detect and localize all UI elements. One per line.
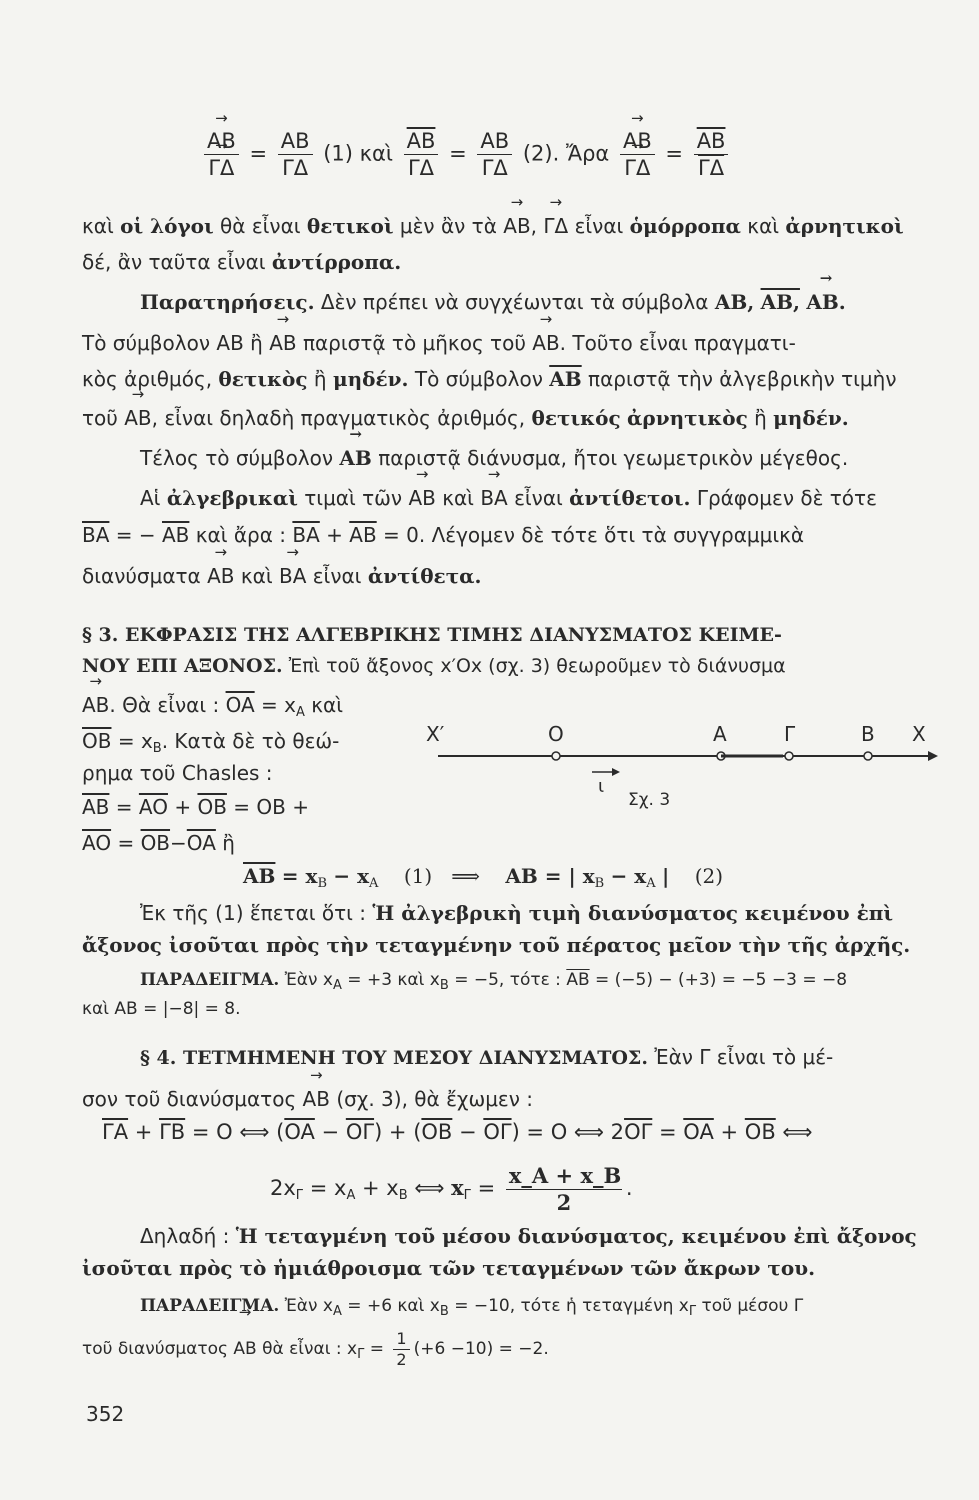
para-line: δέ, ἂν ταῦτα εἶναι ἀντίρροπα.: [82, 250, 402, 274]
para-line: σον τοῦ διανύσματος → AB (σχ. 3), θὰ ἔχωμεν :: [82, 1085, 533, 1113]
fraction: [204, 128, 239, 181]
example-line: ΠΑΡΑΔΕΙΓΜΑ. Ἐὰν $x_A = +3$ καὶ $x_B = -5$, τότε : $\overline{AB} = (-5) - (+3) = -5 -3 = -8$: [140, 970, 848, 993]
top-equation: → AB → ΓΔ = $\frac{AB}{\Gamma\Delta}$ (1) καὶ $\frac{\overline{AB}}{\Gamma\Delta}$ = $\frac{AB}{\Gamma\Delta}$ (2). Ἄρα → AB → ΓΔ = $\frac{\overline{AB}}{\Gamma\Delta}$: [200, 128, 732, 181]
formula-line: $2x_\Gamma = x_A + x_B$ ⟺ $x_\Gamma$ = $\frac{x\_A + x\_B}{2}$ .: [270, 1162, 633, 1215]
para-line: διανύσματα → AB καὶ → BA εἶναι ἀντίθετα.: [82, 562, 482, 590]
fraction: $\frac{x\_A + x\_B}{2}$: [506, 1163, 622, 1216]
label-g: Γ: [784, 722, 796, 746]
para-line: Αἱ ἀλγεβρικαὶ τιμαὶ τῶν → AB καὶ → BA εἶναι ἀντίθετοι. Γράφομεν δὲ τότε: [140, 484, 877, 512]
para-line: καὶ οἱ λόγοι θὰ εἶναι θετικοὶ μὲν ἂν τὰ → AB, → ΓΔ εἶναι ὁμόρροπα καὶ ἀρνητικοὶ: [82, 212, 904, 240]
formula-line: $\overline{\Gamma A} + \overline{\Gamma B} = O$ ⟺ $(\overline{OA} - \overline{O\Gamma}) + (\overline{OB} - \overline{O\Gamma}) = O$ ⟺ $2\overline{O\Gamma} = \overline{OA} + \overline{OB}$ ⟺: [102, 1120, 813, 1144]
section-heading: ΝΟΥ ΕΠΙ ΑΞΟΝΟΣ. Ἐπὶ τοῦ ἄξονος x′Ox (σχ. 3) θεωροῦμεν τὸ διάνυσμα: [82, 655, 786, 677]
para-line: ἄξονος ἰσοῦται πρὸς τὴν τεταγμένην τοῦ πέρατος μεῖον τὴν τῆς ἀρχῆς.: [82, 933, 911, 957]
para-line: Δηλαδή : Ἡ τεταγμένη τοῦ μέσου διανύσματος, κειμένου ἐπὶ ἄξονος: [140, 1224, 917, 1248]
para-line: Τέλος τὸ σύμβολον → AB παριστᾷ διάνυσμα, ἤτοι γεωμετρικὸν μέγεθος.: [140, 444, 848, 472]
label-o: O: [548, 722, 564, 746]
label-a: A: [713, 722, 727, 746]
para-line: Τὸ σύμβολον AB ἢ → AB παριστᾷ τὸ μῆκος τοῦ → AB. Τοῦτο εἶναι πραγματι-: [82, 329, 796, 357]
para-line: ρημα τοῦ Chasles :: [82, 761, 273, 785]
axis-figure: [426, 722, 938, 826]
vector: → AB: [207, 128, 236, 154]
para-line: Παρατηρήσεις. Δὲν πρέπει νὰ συγχέωνται τὰ σύμβολα AB, AB, → AB.: [140, 288, 846, 316]
para-line: $\overline{AO} = \overline{OB}-\overline{OA}$ ἢ: [82, 831, 235, 855]
fraction: → AB → ΓΔ: [620, 128, 655, 181]
para-line: → AB. Θὰ εἶναι : $\overline{OA} = x_A$ καὶ: [82, 691, 343, 727]
para-line: $\overline{BA}$ = − $\overline{AB}$ καὶ ἄρα : $\overline{BA} + \overline{AB} = 0$. Λέγομεν δὲ τότε ὅτι τὰ συγγραμμικὰ: [82, 523, 805, 547]
label-b: B: [861, 722, 875, 746]
fraction: $\frac{\overline{AB}}{\Gamma\Delta}$: [404, 128, 439, 181]
para-line: κὸς ἀριθμός, θετικὸς ἢ μηδέν. Τὸ σύμβολον $\overline{AB}$ παριστᾷ τὴν ἀλγεβρικὴν τιμὴν: [82, 367, 897, 391]
label-x-prime: X′: [426, 722, 445, 746]
fraction: $\frac{AB}{\Gamma\Delta}$: [278, 128, 313, 181]
section-heading: § 4. ΤΕΤΜΗΜΕΝΗ ΤΟΥ ΜΕΣΟΥ ΔΙΑΝΥΣΜΑΤΟΣ. Ἐὰν Γ εἶναι τὸ μέ-: [140, 1045, 834, 1069]
example-line: καὶ AB = |−8| = 8.: [82, 999, 241, 1019]
text: (1) καὶ: [323, 141, 393, 166]
vector: → ΓΔ: [208, 155, 234, 181]
section-heading: § 3. ΕΚΦΡΑΣΙΣ ΤΗΣ ΑΛΓΕΒΡΙΚΗΣ ΤΙΜΗΣ ΔΙΑΝΥΣΜΑΤΟΣ ΚΕΙΜΕ-: [82, 624, 782, 646]
page-number: 352: [86, 1402, 125, 1426]
para-line: Ἐκ τῆς (1) ἕπεται ὅτι : Ἡ ἀλγεβρικὴ τιμὴ διανύσματος κειμένου ἐπὶ: [140, 901, 894, 925]
example-line: τοῦ διανύσματος → AB θὰ εἶναι : $x_\Gamma$ = $\frac{1}{2}$ (+6 −10) = −2.: [82, 1322, 549, 1376]
label-x: X: [912, 722, 926, 746]
label-i: ι: [598, 776, 605, 797]
formula-line: $\overline{AB} = x_B - x_A$ (1) ⟹ AB = | $x_B - x_A$ | (2): [243, 864, 724, 891]
fraction: $\frac{\overline{AB}}{\Gamma\Delta}$: [694, 128, 729, 181]
text: (2). Ἄρα: [522, 141, 610, 166]
fraction: $\frac{AB}{\Gamma\Delta}$: [477, 128, 512, 181]
fraction: $\frac{1}{2}$: [393, 1329, 409, 1370]
figure-caption: Σχ. 3: [628, 790, 671, 810]
para-line: τοῦ → AB, εἶναι δηλαδὴ πραγματικὸς ἀριθμός, θετικός ἀρνητικὸς ἢ μηδέν.: [82, 404, 849, 432]
example-line: ΠΑΡΑΔΕΙΓΜΑ. Ἐὰν $x_A = +6$ καὶ $x_B = -10$, τότε ἡ τεταγμένη $x_\Gamma$ τοῦ μέσου Γ: [140, 1296, 804, 1319]
para-line: $\overline{AB} = \overline{AO} + \overline{OB}$ = OB +: [82, 795, 309, 819]
para-line: $\overline{OB} = x_B$. Κατὰ δὲ τὸ θεώ-: [82, 729, 340, 756]
para-line: ἰσοῦται πρὸς τὸ ἡμιάθροισμα τῶν τεταγμένων τῶν ἄκρων του.: [82, 1256, 816, 1280]
